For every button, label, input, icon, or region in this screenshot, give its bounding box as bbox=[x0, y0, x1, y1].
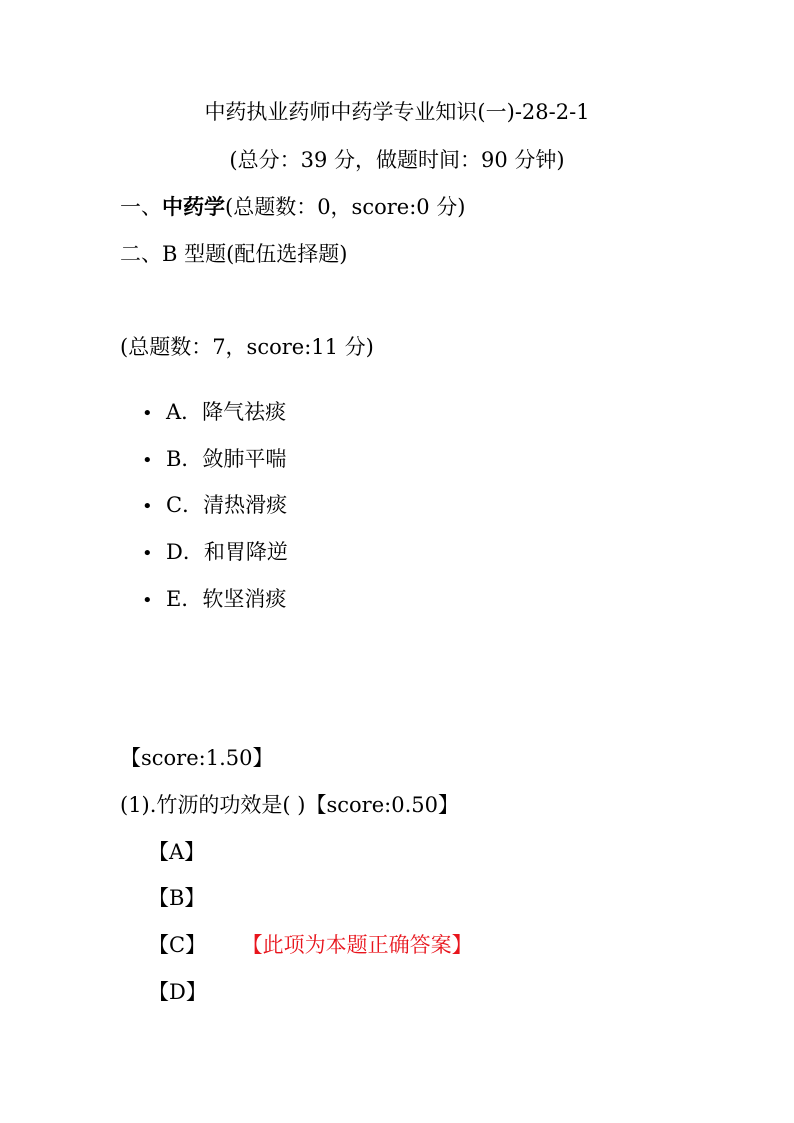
section-1-meta: (总题数：0，score:0 分) bbox=[225, 195, 466, 219]
bullet-icon: • bbox=[142, 590, 153, 611]
option-label-c: C．清热滑痰 bbox=[166, 493, 288, 517]
section-1-name: 中药学 bbox=[162, 194, 225, 219]
answer-row-b bbox=[148, 884, 205, 912]
question-text: (1).竹沥的功效是( )【score:0.50】 bbox=[120, 793, 459, 817]
option-item-c bbox=[142, 491, 287, 521]
option-item-b bbox=[142, 445, 286, 475]
section-2-heading: 二、B 型题(配伍选择题) bbox=[120, 242, 348, 266]
bullet-icon: • bbox=[142, 403, 153, 424]
option-item-e bbox=[142, 585, 286, 615]
option-label-d: D．和胃降逆 bbox=[166, 540, 288, 564]
bullet-icon: • bbox=[142, 496, 153, 517]
section-1-heading bbox=[120, 193, 466, 221]
option-label-a: A．降气祛痰 bbox=[166, 400, 287, 424]
answer-label-d: 【D】 bbox=[148, 980, 207, 1004]
bullet-icon: • bbox=[142, 543, 153, 564]
answer-row-a bbox=[148, 838, 205, 866]
answer-label-a: 【A】 bbox=[148, 840, 206, 864]
section-2-meta: (总题数：7，score:11 分) bbox=[120, 335, 374, 359]
group-score: 【score:1.50】 bbox=[120, 746, 274, 770]
option-item-d bbox=[142, 538, 288, 568]
document-title: 中药执业药师中药学专业知识(一)-28-2-1 bbox=[204, 100, 590, 124]
bullet-icon: • bbox=[142, 450, 153, 471]
answer-label-c: 【C】 bbox=[148, 933, 207, 957]
option-item-a bbox=[142, 398, 286, 428]
correct-answer-note: 【此项为本题正确答案】 bbox=[252, 933, 473, 957]
answer-row-c bbox=[148, 931, 473, 959]
option-label-e: E．软坚消痰 bbox=[166, 587, 287, 611]
answer-row-d bbox=[148, 978, 207, 1006]
section-1-prefix: 一、 bbox=[120, 195, 162, 219]
document-subtitle: (总分：39 分，做题时间：90 分钟) bbox=[229, 148, 565, 172]
option-label-b: B．敛肺平喘 bbox=[166, 447, 287, 471]
answer-label-b: 【B】 bbox=[148, 886, 206, 910]
